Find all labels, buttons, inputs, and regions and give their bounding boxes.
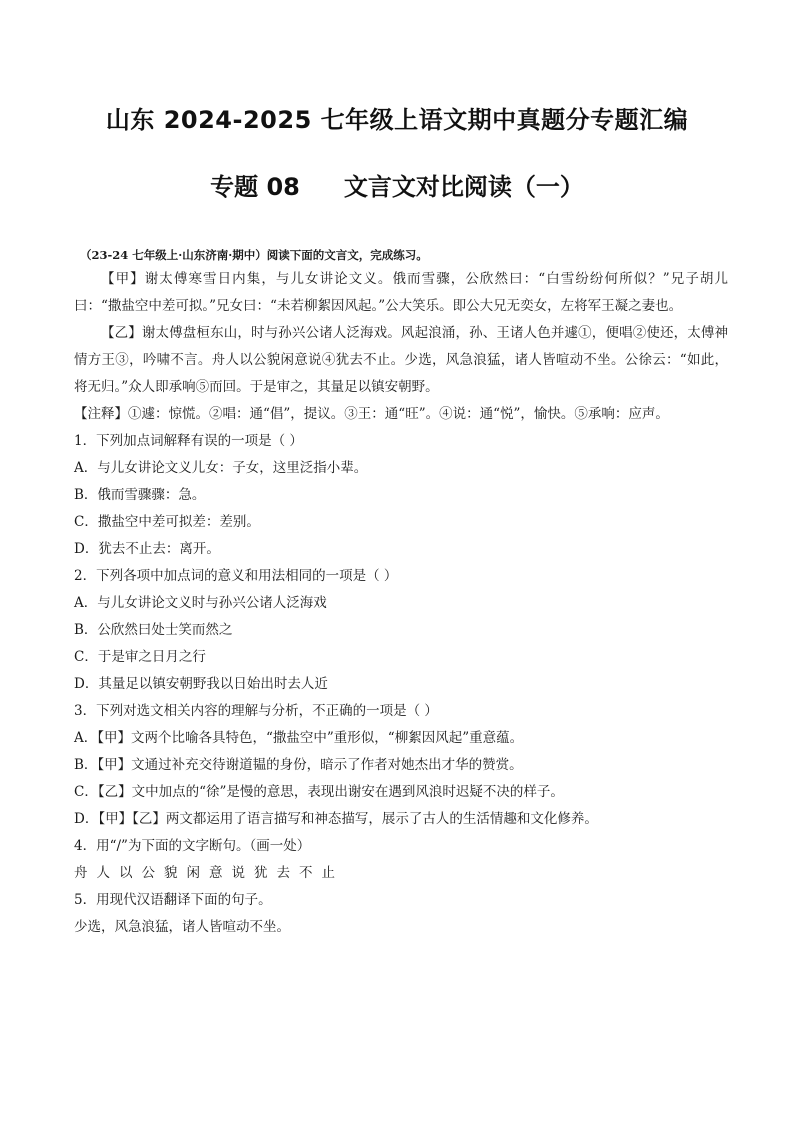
document-subtitle	[0, 167, 794, 202]
topic-name: 文言文对比阅读（一）	[343, 173, 584, 201]
passage-source: （23-24 七年级上·山东济南·期中）阅读下面的文言文，完成练习。	[80, 248, 428, 262]
passage-yi: 【乙】谢太傅盘桓东山，时与孙兴公诸人泛海戏。风起浪涌，孙、王诸人色并遽①，便唱②使还，太傅神情方王③，吟啸不言。舟人以公貌闲意说④犹去不止。少选，风急浪猛，诸人皆喧动不坐。公徐云：“如此，将无归。”众人即承响⑤而回。于是审之，其量足以镇安朝野。	[74, 325, 728, 395]
question-1-option-a: A．与儿女讲论文义儿女：子女，这里泛指小辈。	[74, 460, 368, 476]
question-2-option-a: A．与儿女讲论文义时与孙兴公诸人泛海戏	[74, 595, 327, 611]
question-5-text: 少选，风急浪猛，诸人皆喧动不坐。	[74, 919, 290, 935]
question-2-stem: 2．下列各项中加点词的意义和用法相同的一项是（ ）	[74, 568, 398, 584]
question-1-option-b: B．俄而雪骤骤：急。	[74, 487, 206, 503]
question-3-option-b: B．【甲】文通过补充交待谢道韫的身份，暗示了作者对她杰出才华的赞赏。	[74, 757, 523, 773]
question-1-option-c: C．撒盐空中差可拟差：差别。	[74, 514, 260, 530]
question-2-option-d: D．其量足以镇安朝野我以日始出时去人近	[74, 676, 328, 692]
question-3-option-a: A．【甲】文两个比喻各具特色，“撒盐空中”重形似，“柳絮因风起”重意蕴。	[74, 730, 524, 746]
question-2-option-c: C．于是审之日月之行	[74, 649, 206, 665]
question-2-option-b: B．公欣然曰处士笑而然之	[74, 622, 233, 638]
passage-notes: 【注释】①遽：惊慌。②唱：通“倡”，提议。③王：通“旺”。④说：通“悦”，愉快。⑤承响：应声。	[74, 406, 669, 422]
question-3-option-d: D．【甲】【乙】两文都运用了语言描写和神态描写，展示了古人的生活情趣和文化修养。	[74, 811, 598, 827]
question-3-stem: 3．下列对选文相关内容的理解与分析，不正确的一项是（ ）	[74, 703, 438, 719]
question-1-stem: 1．下列加点词解释有误的一项是（ ）	[74, 433, 303, 449]
document-body	[74, 244, 728, 941]
document-title: 山东 2024-2025 七年级上语文期中真题分专题汇编	[105, 106, 689, 134]
question-4-text: 舟人以公貌闲意说犹去不止	[74, 865, 344, 881]
topic-number: 专题 08	[210, 173, 300, 201]
question-5-stem: 5．用现代汉语翻译下面的句子。	[74, 892, 272, 908]
question-3-option-c: C．【乙】文中加点的“徐”是慢的意思，表现出谢安在遇到风浪时迟疑不决的样子。	[74, 784, 564, 800]
passage-jia: 【甲】谢太傅寒雪日内集，与儿女讲论文义。俄而雪骤，公欣然曰：“白雪纷纷何所似？”兄子胡儿曰：“撒盐空中差可拟。”兄女曰：“未若柳絮因风起。”公大笑乐。即公大兄无奕女，左将军王凝之妻也。	[74, 271, 728, 314]
question-1-option-d: D．犹去不止去：离开。	[74, 541, 220, 557]
question-4-stem: 4．用“/”为下面的文字断句。（画一处）	[74, 838, 311, 854]
